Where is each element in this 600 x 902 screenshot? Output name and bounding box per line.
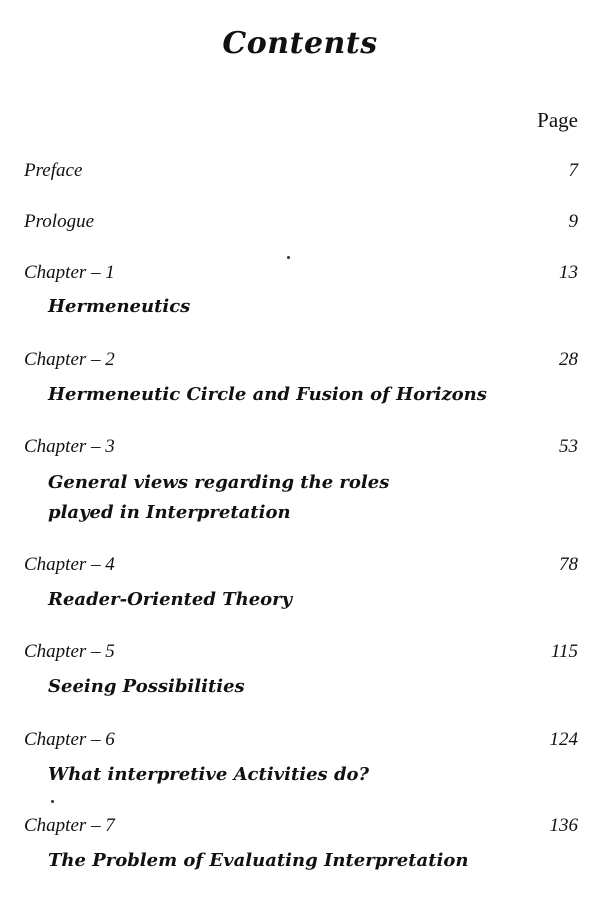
chapter-1-title — [48, 292, 568, 322]
entry-page-number: 9 — [568, 211, 578, 232]
chapter-title-line: The Problem of Evaluating Interpretation — [48, 850, 469, 871]
chapter-title-line: Seeing Possibilities — [48, 676, 245, 697]
entry-label: Preface — [24, 160, 83, 181]
chapter-label: Chapter – 6 — [24, 729, 115, 750]
entry-page-number: 115 — [550, 641, 578, 662]
chapter-label: Chapter – 7 — [24, 815, 115, 836]
toc-entry-chapter-7[interactable] — [24, 815, 578, 841]
toc-entry-chapter-4[interactable] — [24, 554, 578, 580]
entry-page-number: 136 — [549, 815, 578, 836]
contents-title: Contents — [222, 26, 378, 61]
entry-page-number: 28 — [559, 349, 578, 370]
toc-entry-chapter-5[interactable] — [24, 641, 578, 667]
chapter-title-line: What interpretive Activities do? — [48, 764, 370, 785]
toc-entry-chapter-2[interactable] — [24, 349, 578, 375]
chapter-2-title — [48, 380, 568, 410]
chapter-title-line: played in Interpretation — [48, 502, 291, 523]
chapter-label: Chapter – 1 — [24, 262, 115, 283]
toc-entry-chapter-1[interactable] — [24, 262, 578, 288]
entry-page-number: 78 — [559, 554, 578, 575]
chapter-title-line: Hermeneutic Circle and Fusion of Horizons — [48, 384, 487, 405]
chapter-5-title — [48, 672, 568, 702]
chapter-label: Chapter – 5 — [24, 641, 115, 662]
page-column-header: Page — [537, 108, 578, 132]
chapter-label: Chapter – 4 — [24, 554, 115, 575]
entry-page-number: 124 — [549, 729, 578, 750]
chapter-4-title — [48, 585, 568, 615]
chapter-label: Chapter – 2 — [24, 349, 115, 370]
entry-label: Prologue — [24, 211, 95, 232]
entry-page-number: 53 — [559, 436, 578, 457]
chapter-title-line: General views regarding the roles — [48, 472, 390, 493]
toc-entry-chapter-3[interactable] — [24, 436, 578, 462]
chapter-7-title — [48, 846, 568, 876]
entry-page-number: 7 — [568, 160, 578, 181]
chapter-label: Chapter – 3 — [24, 436, 115, 457]
chapter-title-line: Reader-Oriented Theory — [48, 589, 293, 610]
stray-mark — [287, 256, 290, 259]
toc-entry-chapter-6[interactable] — [24, 729, 578, 755]
chapter-title-line: Hermeneutics — [48, 296, 191, 317]
toc-entry-prologue[interactable] — [24, 211, 578, 237]
chapter-3-title — [48, 468, 568, 528]
toc-entry-preface[interactable] — [24, 160, 578, 186]
chapter-6-title — [48, 760, 568, 790]
entry-page-number: 13 — [559, 262, 578, 283]
stray-mark — [51, 800, 54, 803]
